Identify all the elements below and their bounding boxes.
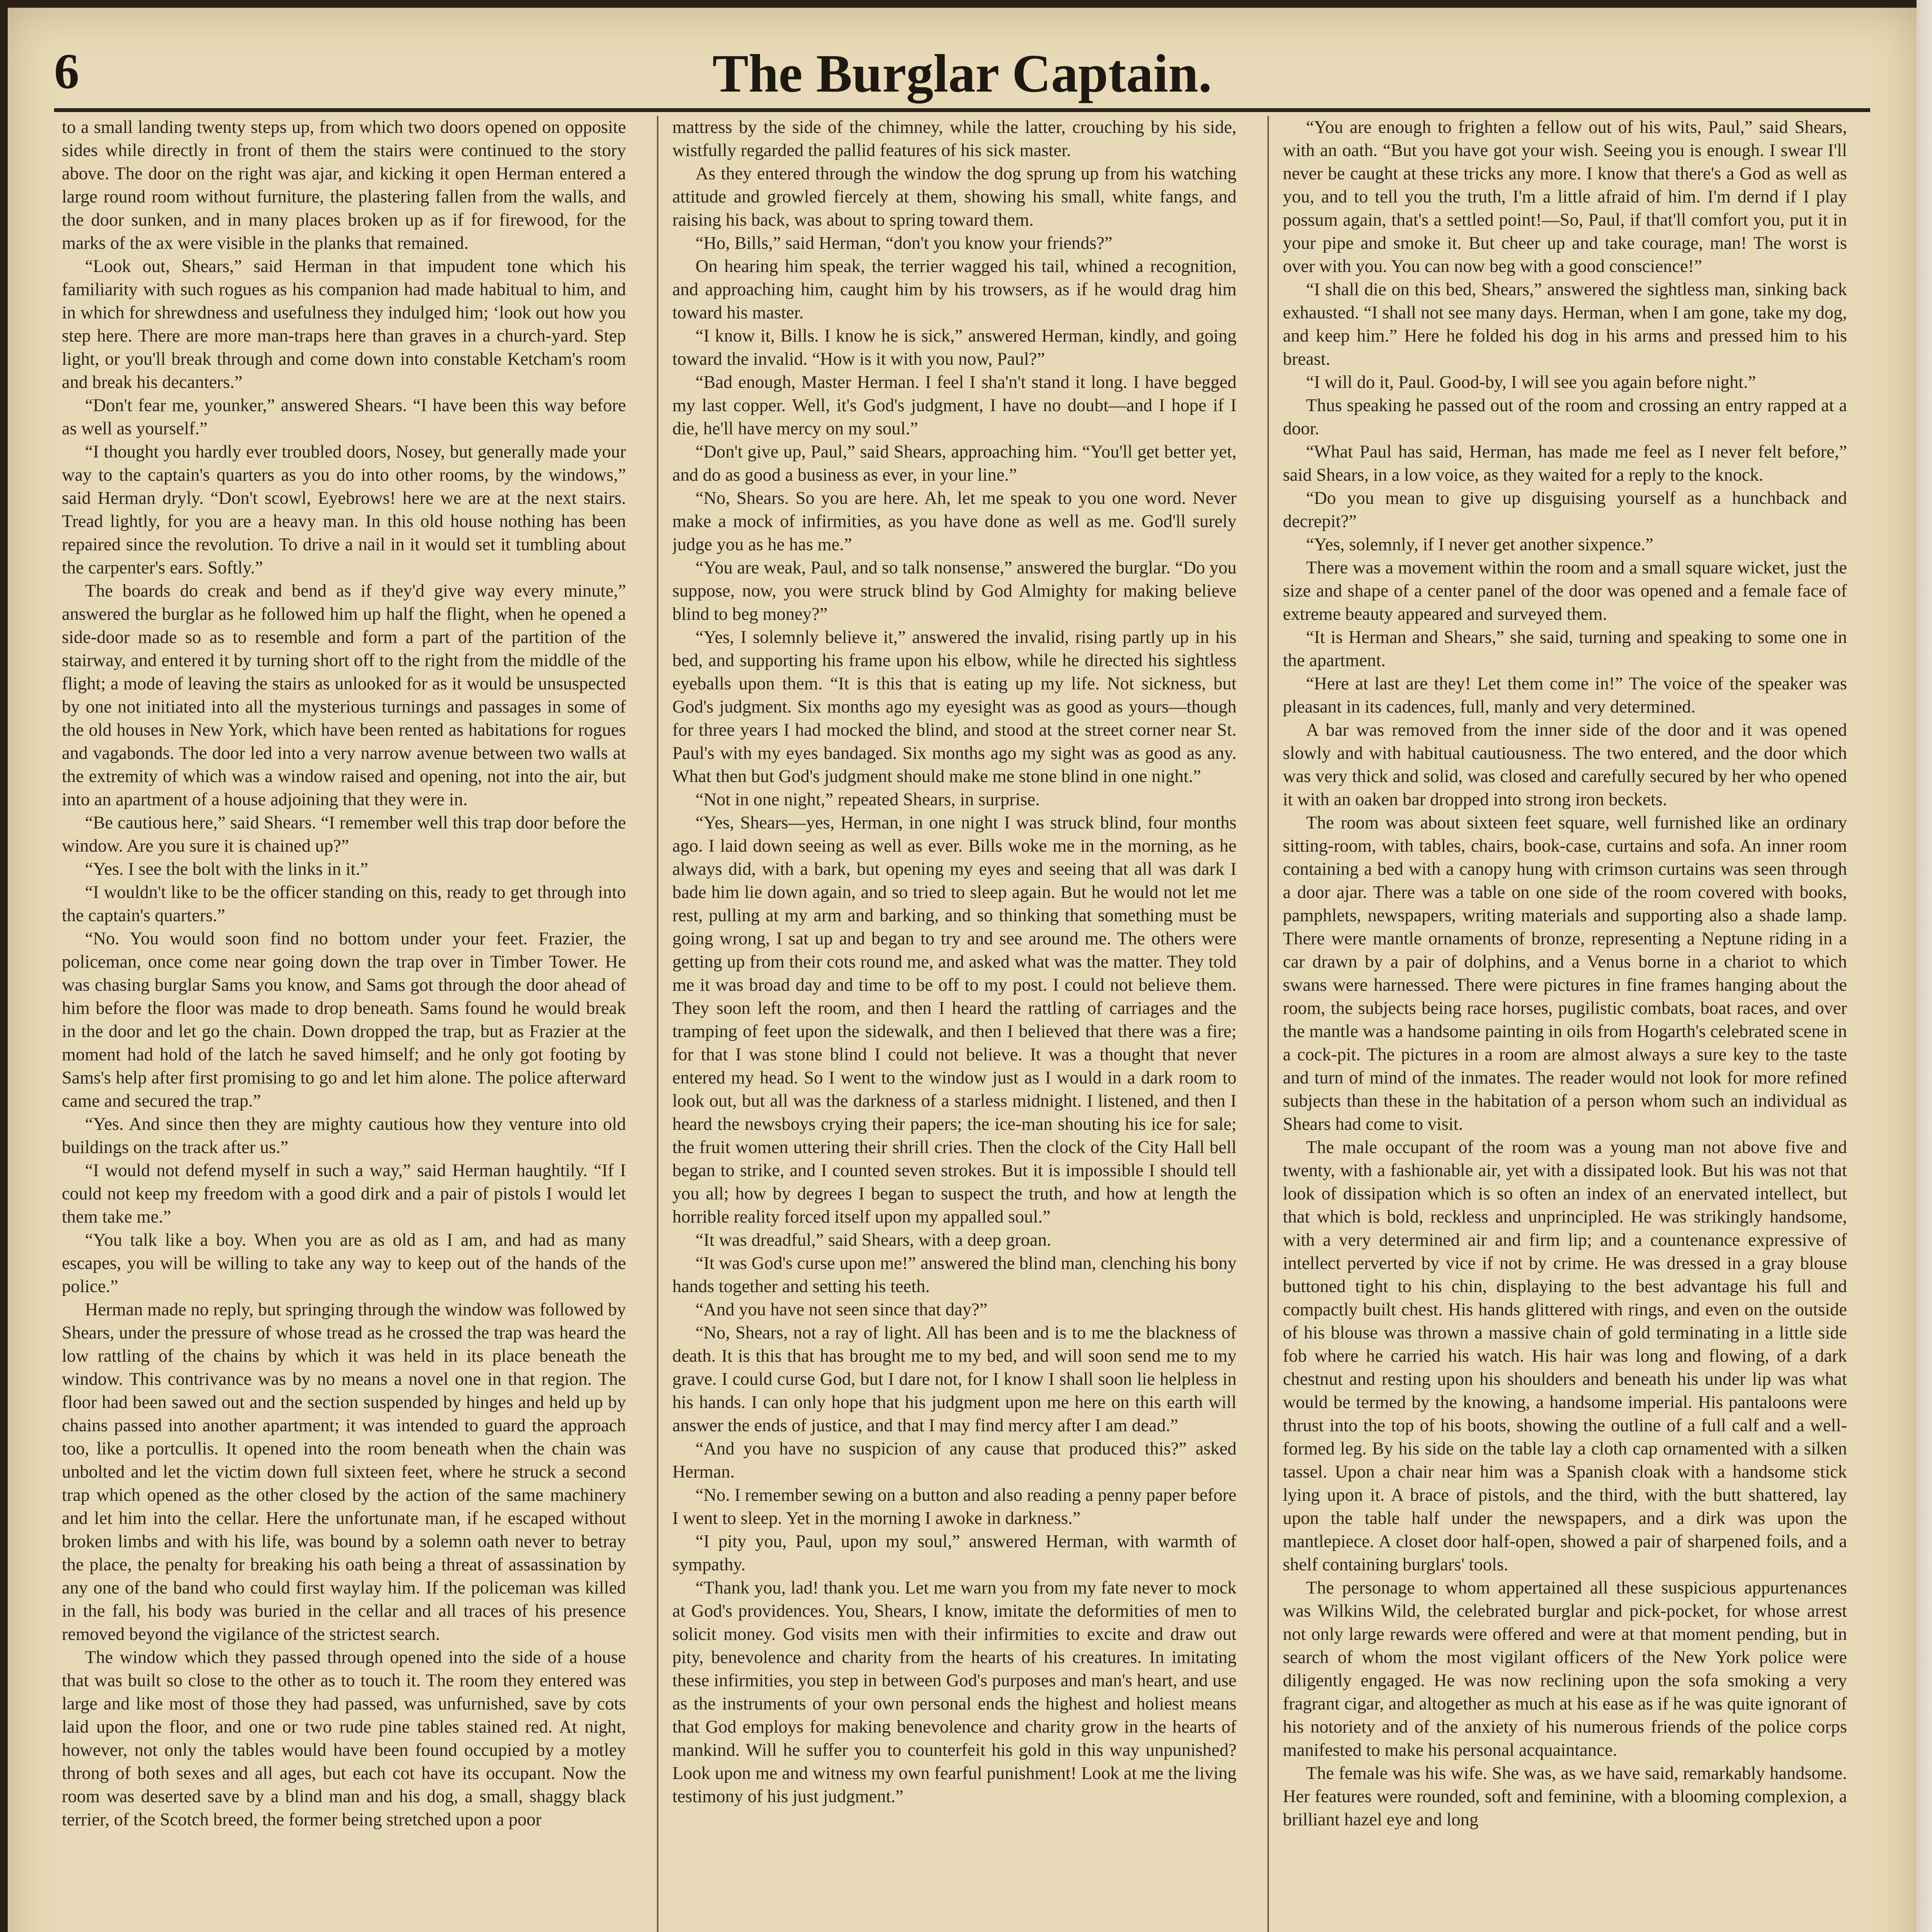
story-paragraph: “Don't fear me, younker,” answered Shears. “I have been this way before as well as yourself.”	[62, 396, 626, 439]
story-paragraph: “And you have not seen since that day?”	[696, 1300, 988, 1320]
story-paragraph: to a small landing twenty steps up, from which two doors opened on opposite sides while directly in front of them the stairs were continued to the story above. The door on the right was ajar, and kicking it open Herman entered a large round room without furniture, the plastering fallen from the walls, and the door sunken, and in many places broken up as if for firewood, for the marks of the ax were visible in the planks that remained.	[62, 117, 626, 253]
story-paragraph: “No. You would soon find no bottom under your feet. Frazier, the policeman, once come near going down the trap over in Timber Tower. He was chasing burglar Sams you know, and Sams got through the door ahead of him before the floor was made to drop beneath. Sams found he would break in the door and let go the chain. Down dropped the trap, but as Frazier at the moment had hold of the latch he saved himself; and he only got footing by Sams's help after first promising to go and let him alone. The police afterward came and secured the trap.”	[62, 929, 626, 1111]
story-paragraph: “Be cautious here,” said Shears. “I remember well this trap door before the window. Are you sure it is chained up?”	[62, 813, 626, 856]
story-paragraph: “I would not defend myself in such a way,” said Herman haughtily. “If I could not keep my freedom with a good dirk and a pair of pistols I would let them take me.”	[62, 1161, 626, 1227]
story-paragraph: mattress by the side of the chimney, while the latter, crouching by his side, wistfully regarded the pallid features of his sick master.	[672, 117, 1236, 160]
column-left	[62, 116, 626, 1932]
running-title: The Burglar Captain.	[712, 44, 1212, 104]
story-paragraph: “Yes, I solemnly believe it,” answered the invalid, rising partly up in his bed, and supporting his frame upon his elbow, while he directed his sightless eyeballs upon them. “It is this that is eating up my life. Not sickness, but God's judgment. Six months ago my eyesight was as good as yours—though for three years I had mocked the blind, and stood at the street corner near St. Paul's with my eyes bandaged. Six months ago my sight was as good as any. What then but God's judgment should make me stone blind in one night.”	[672, 628, 1236, 786]
story-paragraph: “You are weak, Paul, and so talk nonsense,” answered the burglar. “Do you suppose, now, you were struck blind by God Almighty for making believe blind to beg money?”	[672, 558, 1236, 624]
story-paragraph: “Look out, Shears,” said Herman in that impudent tone which his familiarity with such rogues as his companion had made habitual to him, and in which for shrewdness and usefulness they indulged him; ‘look out how you step here. There are more man-traps here than graves in a church-yard. Step light, or you'll break through and come down into constable Ketcham's room and break his decanters.”	[62, 257, 626, 392]
story-paragraph: “It was God's curse upon me!” answered the blind man, clenching his bony hands together and setting his teeth.	[672, 1253, 1236, 1296]
story-paragraph: “Do you mean to give up disguising yourself as a hunchback and decrepit?”	[1283, 488, 1847, 531]
story-paragraph: “Don't give up, Paul,” said Shears, approaching him. “You'll get better yet, and do as good a business as ever, in your line.”	[672, 442, 1236, 485]
story-paragraph: “Thank you, lad! thank you. Let me warn you from my fate never to mock at God's providences. You, Shears, I know, imitate the deformities of men to solicit money. God visits men with their infirmities to excite and draw out pity, benevolence and charity from the hearts of his creatures. In imitating these infirmities, you step in between God's purposes and man's heart, and use as the instruments of your own personal ends the highest and holiest means that God employs for making benevolence and charity grow in the hearts of mankind. Will he suffer you to counterfeit his gold in this way unpunished? Look upon me and witness my own fearful punishment! Look at me the living testimony of his just judgment.”	[672, 1578, 1236, 1806]
story-paragraph: There was a movement within the room and a small square wicket, just the size and shape of a center panel of the door was opened and a female face of extreme beauty appeared and surveyed them.	[1283, 558, 1847, 624]
story-paragraph: “And you have no suspicion of any cause that produced this?” asked Herman.	[672, 1439, 1236, 1482]
story-paragraph: “No, Shears, not a ray of light. All has been and is to me the blackness of death. It is this that has brought me to my bed, and will soon send me to my grave. I could curse God, but I dare not, for I know I shall soon lie helpless in his hands. I can only hope that his judgment upon me here on this earth will answer the ends of justice, and that I may find mercy after I am dead.”	[672, 1323, 1236, 1435]
story-paragraph: “I will do it, Paul. Good-by, I will see you again before night.”	[1306, 372, 1756, 392]
story-paragraph: “Yes, Shears—yes, Herman, in one night I was struck blind, four months ago. I laid down seeing as well as ever. Bills woke me in the morning, as he always did, with a bark, but opening my eyes and seeing that all was dark I bade him lie down again, and so tried to sleep again. But he would not let me rest, pulling at my arm and barking, and so thinking that something must be going wrong, I sat up and began to try and see around me. The others were getting up from their cots round me, and asked what was the matter. They told me it was broad day and time to be off to my post. I could not believe them. They soon left the room, and then I heard the rattling of carriages and the tramping of feet upon the sidewalk, and then I believed that there was a fire; for that I was stone blind I could not believe. It was a thought that never entered my head. So I went to the window just as I would in a dark room to look out, but all was the darkness of a starless midnight. I listened, and then I heard the newsboys crying their papers; the ice-man shouting his ice for sale; the fruit women uttering their shrill cries. Then the clock of the City Hall bell began to strike, and I counted seven strokes. But it is impossible I should tell you all; how by degrees I began to suspect the truth, and how at length the horrible reality forced itself upon my appalled soul.”	[672, 813, 1236, 1227]
story-columns	[62, 116, 1847, 1932]
story-paragraph: A bar was removed from the inner side of the door and it was opened slowly and with habitual cautiousness. The two entered, and the door which was very thick and solid, was closed and carefully secured by her who opened it with an oaken bar dropped into strong iron beckets.	[1283, 720, 1847, 810]
story-paragraph: “No. I remember sewing on a button and also reading a penny paper before I went to sleep. Yet in the morning I awoke in darkness.”	[672, 1485, 1236, 1528]
story-paragraph: The room was about sixteen feet square, well furnished like an ordinary sitting-room, with tables, chairs, book-case, curtains and sofa. An inner room containing a bed with a canopy hung with crimson curtains was seen through a door ajar. There was a table on one side of the room covered with books, pamphlets, newspapers, writing materials and supporting also a shade lamp. There were mantle ornaments of bronze, representing a Neptune riding in a car drawn by a pair of dolphins, and a Venus borne in a chariot to which swans were harnessed. There were pictures in fine frames hanging about the room, the subjects being race horses, pugilistic combats, boat races, and over the mantle was a handsome painting in oils from Hogarth's celebrated scene in a cock-pit. The pictures in a room are almost always a sure key to the taste and turn of mind of the inmates. The reader would not look for more refined subjects than these in the habitation of a person whom such an individual as Shears had come to visit.	[1283, 813, 1847, 1134]
story-paragraph: The male occupant of the room was a young man not above five and twenty, with a fashionable air, yet with a dissipated look. But his was not that look of dissipation which is so often an index of an enervated intellect, but that which is bold, reckless and unprincipled. He was strikingly handsome, with a very determined air and firm lip; and a countenance expressive of intellect perverted by vice if not by crime. He was dressed in a gray blouse buttoned tight to his chin, displaying to the best advantage his full and compactly built chest. His hands glittered with rings, and even on the outside of his blouse was thrown a massive chain of gold terminating in a little side fob where he carried his watch. His hair was long and flowing, of a dark chestnut and resting upon his shoulders and beneath his under lip was what would be termed by the knowing, a handsome imperial. His pantaloons were thrust into the top of his boots, showing the outline of a full calf and a well-formed leg. By his side on the table lay a cloth cap ornamented with a silken tassel. Upon a chair near him was a Spanish cloak with a handsome stick lying upon it. A brace of pistols, and the third, with the butt shattered, lay upon the table half under the newspapers, and a dirk was upon the mantlepiece. A closet door half-open, showed a pair of sharpened foils, and a shelf containing burglars' tools.	[1283, 1138, 1847, 1575]
page-header	[54, 35, 1870, 112]
page-number: 6	[54, 44, 79, 99]
story-paragraph: “I shall die on this bed, Shears,” answered the sightless man, sinking back exhausted. “I shall not see many days. Herman, when I am gone, take my dog, and keep him.” Here he folded his dog in his arms and pressed him to his breast.	[1283, 280, 1847, 369]
story-paragraph: “It was dreadful,” said Shears, with a deep groan.	[696, 1230, 1051, 1250]
story-paragraph: On hearing him speak, the terrier wagged his tail, whined a recognition, and approaching him, caught him by his trowsers, as if he would drag him toward his master.	[672, 257, 1236, 323]
story-paragraph: “Yes. And since then they are mighty cautious how they venture into old buildings on the track after us.”	[62, 1114, 626, 1157]
story-paragraph: “Here at last are they! Let them come in!” The voice of the speaker was pleasant in its cadences, full, manly and very determined.	[1283, 674, 1847, 717]
story-paragraph: The female was his wife. She was, as we have said, remarkably handsome. Her features were rounded, soft and feminine, with a blooming complexion, a brilliant hazel eye and long	[1283, 1764, 1847, 1830]
binding-edge	[1917, 0, 1932, 1932]
story-paragraph: “Yes, solemnly, if I never get another sixpence.”	[1306, 535, 1653, 554]
story-paragraph: The window which they passed through opened into the side of a house that was built so close to the other as to touch it. The room they entered was large and like most of those they had passed, was unfurnished, save by cots laid upon the floor, and one or two rude pine tables stained red. At night, however, not only the tables would have been found occupied by a motley throng of both sexes and all ages, but each cot have its occupant. Now the room was deserted save by a blind man and his dog, a small, shaggy black terrier, of the Scotch breed, the former being stretched upon a poor	[62, 1648, 626, 1830]
story-paragraph: “Ho, Bills,” said Herman, “don't you know your friends?”	[696, 233, 1112, 253]
story-paragraph: “You are enough to frighten a fellow out of his wits, Paul,” said Shears, with an oath. “But you have got your wish. Seeing you is enough. I swear I'll never be caught at these tricks any more. I know that there's a God as well as you, and to tell you the truth, I'm a little afraid of him. I'm dernd if I play possum again, that's a settled point!—So, Paul, if that'll comfort you, put it in your pipe and smoke it. But cheer up and take courage, man! The worst is over with you. You can now beg with a good conscience!”	[1283, 117, 1847, 276]
story-paragraph: “I know it, Bills. I know he is sick,” answered Herman, kindly, and going toward the invalid. “How is it with you now, Paul?”	[672, 326, 1236, 369]
story-paragraph: “It is Herman and Shears,” she said, turning and speaking to some one in the apartment.	[1283, 628, 1847, 670]
story-paragraph: The boards do creak and bend as if they'd give way every minute,” answered the burglar as he followed him up half the flight, when he opened a side-door made so as to resemble and form a part of the partition of the stairway, and entered it by turning short off to the right from the middle of the flight; a mode of leaving the stairs as unlooked for as it would be unsuspected by one not initiated into all the mysterious turnings and passages in some of the old houses in New York, which have been rented as habitations for rogues and vagabonds. The door led into a very narrow avenue between two walls at the extremity of which was a window raised and opening, not into the air, but into an apartment of a house adjoining that they were in.	[62, 581, 626, 810]
column-right	[1283, 116, 1847, 1932]
story-paragraph: “You talk like a boy. When you are as old as I am, and had as many escapes, you will be willing to take any way to keep out of the hands of the police.”	[62, 1230, 626, 1296]
story-paragraph: “I pity you, Paul, upon my soul,” answered Herman, with warmth of sympathy.	[672, 1532, 1236, 1575]
story-paragraph: “I thought you hardly ever troubled doors, Nosey, but generally made your way to the captain's quarters as you do into other rooms, by the windows,” said Herman dryly. “Don't scowl, Eyebrows! here we are at the next stairs. Tread lightly, for you are a heavy man. In this old house nothing has been repaired since the revolution. To drive a nail in it would set it tumbling about the carpenter's ears. Softly.”	[62, 442, 626, 578]
story-paragraph: “What Paul has said, Herman, has made me feel as I never felt before,” said Shears, in a low voice, as they waited for a reply to the knock.	[1283, 442, 1847, 485]
column-middle	[672, 116, 1236, 1932]
story-paragraph: “No, Shears. So you are here. Ah, let me speak to you one word. Never make a mock of infirmities, as you have done as well as me. God'll surely judge you as he has me.”	[672, 488, 1236, 554]
story-paragraph: “I wouldn't like to be the officer standing on this, ready to get through into the captain's quarters.”	[62, 883, 626, 925]
story-paragraph: The personage to whom appertained all these suspicious appurtenances was Wilkins Wild, the celebrated burglar and pick-pocket, for whose arrest not only large rewards were offered and were at that moment pending, but in search of whom the most vigilant officers of the New York police were diligently engaged. He was now reclining upon the sofa smoking a very fragrant cigar, and altogether as much at his ease as if he was quite ignorant of his notoriety and of the anxiety of his numerous friends of the police corps manifested to make his personal acquaintance.	[1283, 1578, 1847, 1760]
story-paragraph: “Bad enough, Master Herman. I feel I sha'n't stand it long. I have begged my last copper. Well, it's God's judgment, I have no doubt—and I hope if I die, he'll have mercy on my soul.”	[672, 372, 1236, 439]
story-paragraph: As they entered through the window the dog sprung up from his watching attitude and growled fiercely at them, showing his small, white fangs, and raising his back, was about to spring toward them.	[672, 164, 1236, 230]
story-paragraph: “Not in one night,” repeated Shears, in surprise.	[696, 790, 1040, 810]
story-paragraph: Thus speaking he passed out of the room and crossing an entry rapped at a door.	[1283, 396, 1847, 439]
story-paragraph: Herman made no reply, but springing through the window was followed by Shears, under the pressure of whose tread as he crossed the trap was heard the low rattling of the chains by which it was held in its place beneath the window. This contrivance was by no means a novel one in that region. The floor had been sawed out and the section suspended by hinges and held up by chains passed into another apartment; it was intended to guard the approach too, like a portcullis. It opened into the room beneath when the chain was unbolted and let the victim down full sixteen feet, where he struck a second trap which opened as the other closed by the action of the same machinery and let him into the cellar. Here the unfortunate man, if he escaped without broken limbs and with his life, was bound by a solemn oath never to betray the place, the penalty for breaking his oath being a threat of assassination by any one of the band who could first waylay him. If the policeman was killed in the fall, his body was buried in the cellar and all traces of his presence removed beyond the vigilance of the strictest search.	[62, 1300, 626, 1644]
story-paragraph: “Yes. I see the bolt with the links in it.”	[85, 859, 368, 879]
